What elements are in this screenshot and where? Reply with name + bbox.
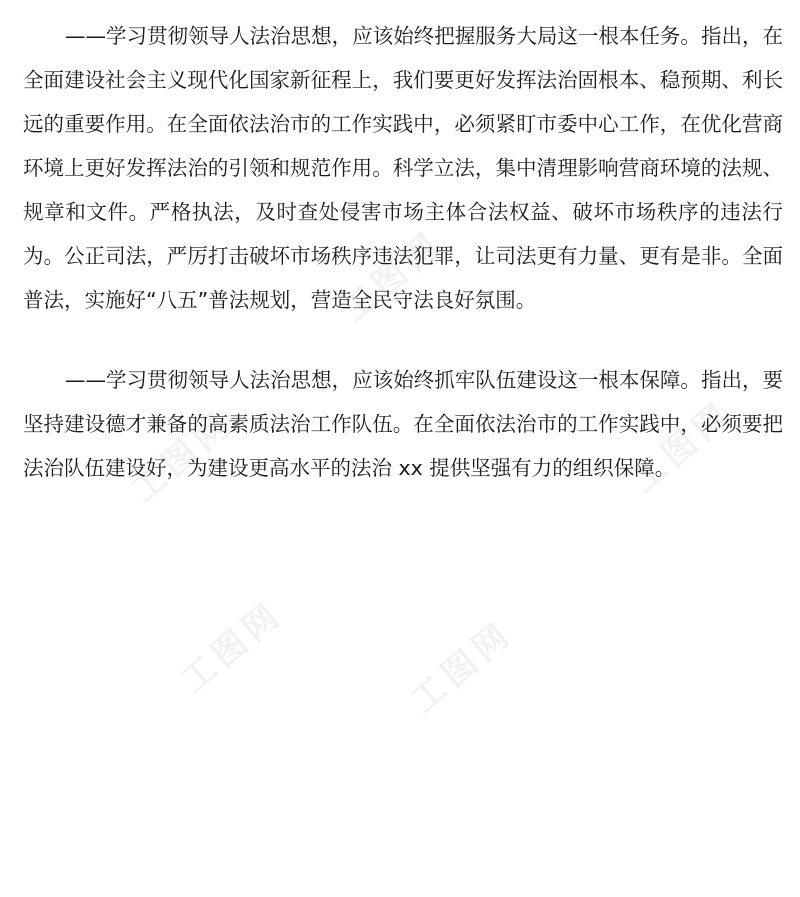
paragraph-service-overall: ——学习贯彻领导人法治思想，应该始终把握服务大局这一根本任务。指出，在全面建设社会主义现代化国家新征程上，我们要更好发挥法治固根本、稳预期、利长远的重要作用。在全面依法治市的工作实践中，必须紧盯市委中心工作，在优化营商环境上更好发挥法治的引领和规范作用。科学立法，集中清理影响营商环境的法规、规章和文件。严格执法，及时查处侵害市场主体合法权益、破坏市场秩序的违法行为。公正司法，严厉打击破坏市场秩序违法犯罪，让司法更有力量、更有是非。全面普法，实施好“八五”普法规划，营造全民守法良好氛围。 [23, 24, 783, 312]
paragraph-team-building: ——学习贯彻领导人法治思想，应该始终抓牢队伍建设这一根本保障。指出，要坚持建设德才兼备的高素质法治工作队伍。在全面依法治市的工作实践中，必须要把法治队伍建设好，为建设更高水平的法治 xx 提供坚强有力的组织保障。 [23, 368, 783, 480]
watermark: 工图网 [333, 223, 452, 332]
watermark: 工图网 [403, 613, 522, 722]
document-body [23, 14, 783, 490]
watermark: 工图网 [123, 403, 242, 512]
watermark: 工图网 [623, 393, 742, 502]
watermark: 工图网 [173, 593, 292, 702]
